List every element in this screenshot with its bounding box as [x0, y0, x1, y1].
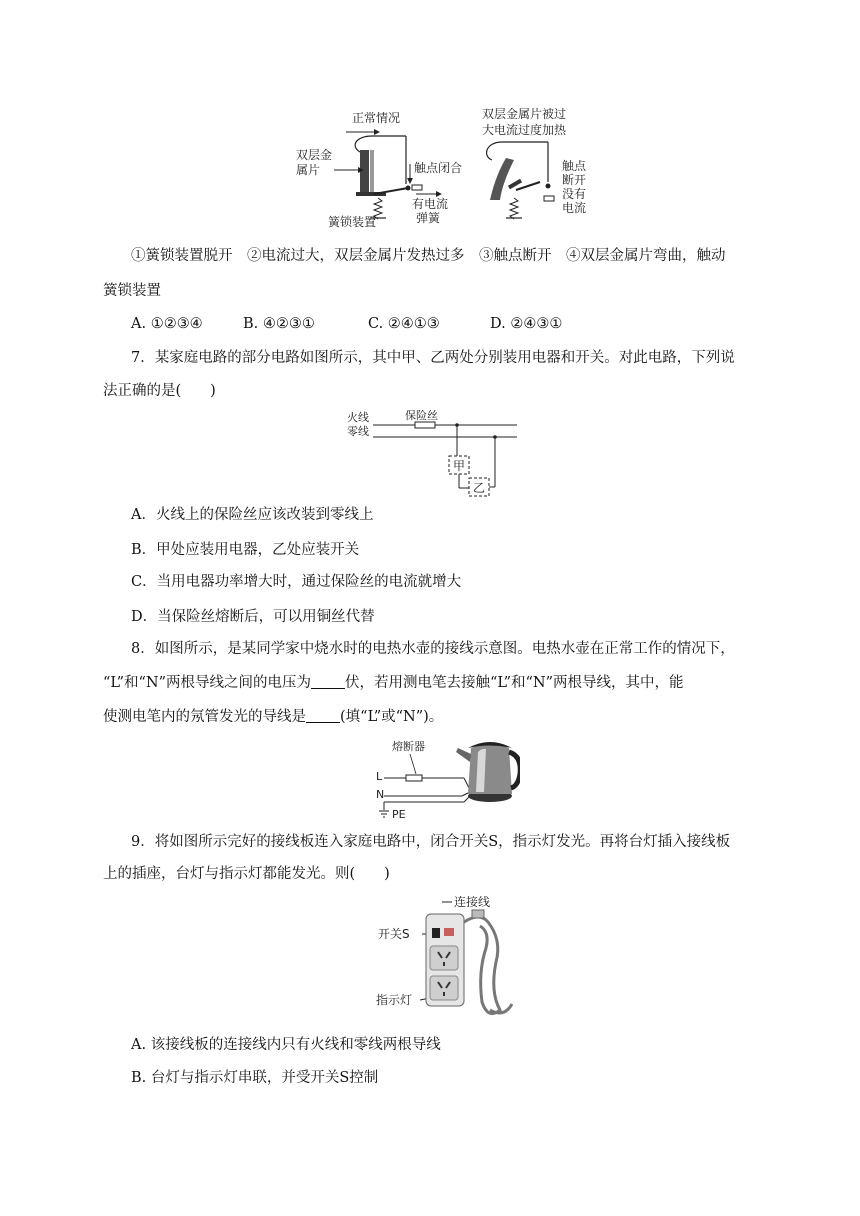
q8-stem-line2	[103, 673, 684, 693]
q7-option-c[interactable]: C．当用电器功率增大时，通过保险丝的电流就增大	[131, 574, 462, 590]
bimetal-label-1: 双层金	[296, 148, 333, 162]
q8-stem-line3	[103, 707, 443, 727]
q8-stem-line3-b: (填“L”或“N”)。	[340, 709, 444, 725]
breaker-figure	[290, 104, 600, 232]
power-strip-figure	[370, 892, 520, 1024]
q9-option-b[interactable]: B. 台灯与指示灯串联，并受开关S控制	[131, 1070, 379, 1086]
q9-option-a[interactable]: A. 该接线板的连接线内只有火线和零线两根导线	[131, 1037, 441, 1053]
cord-label: 连接线	[454, 895, 491, 909]
PE-label: PE	[392, 808, 406, 821]
contact-open-label-1: 触点	[562, 159, 587, 173]
L-label: L	[376, 770, 383, 783]
contact-open-label-2: 断开	[562, 173, 587, 187]
q7-stem-line1: 7．某家庭电路的部分电路如图所示，其中甲、乙两处分别装用电器和开关。对此电路，下列说	[131, 350, 735, 366]
q8-stem-line1: 8．如图所示，是某同学家中烧水时的电热水壶的接线示意图。电热水壶在正常工作的情况下，	[131, 641, 735, 657]
fuse-breaker-label: 熔断器	[392, 740, 425, 753]
power-strip-icon	[426, 910, 512, 1014]
switch-label: 开关S	[378, 927, 410, 941]
home-circuit-figure	[345, 410, 520, 500]
q9-stem-line2: 上的插座，台灯与指示灯都能发光。则( )	[103, 866, 390, 882]
normal-label: 正常情况	[352, 111, 401, 125]
yi-label: 乙	[473, 481, 486, 495]
spring-label: 弹簧	[416, 211, 441, 225]
current-on-label: 有电流	[412, 197, 449, 211]
q7-stem-line2: 法正确的是( )	[103, 383, 216, 399]
q8-voltage-blank[interactable]	[311, 674, 345, 689]
q7-option-b[interactable]: B．甲处应装用电器，乙处应装开关	[131, 542, 360, 558]
jia-label: 甲	[453, 459, 466, 473]
kettle-wiring-figure	[370, 734, 520, 824]
neutral-wire-label: 零线	[347, 425, 369, 438]
heated-label-1: 双层金属片被过	[482, 107, 567, 121]
fuse-label: 保险丝	[405, 410, 438, 422]
q6-statements-line1: ①簧锁装置脱开 ②电流过大，双层金属片发热过多 ③触点断开 ④双层金属片弯曲，触动	[131, 248, 726, 264]
indicator-label: 指示灯	[376, 993, 413, 1007]
q7-option-a[interactable]: A．火线上的保险丝应该改装到零线上	[131, 507, 374, 523]
q6-option-a[interactable]: A. ①②③④	[131, 316, 203, 332]
q8-stem-line3-a: 使测电笔内的氖管发光的导线是	[103, 709, 306, 725]
q6-option-c[interactable]: C. ②④①③	[368, 316, 440, 332]
no-current-label-1: 没有	[562, 187, 587, 201]
live-wire-label: 火线	[347, 411, 369, 424]
bimetal-label-2: 属片	[296, 163, 321, 177]
q6-statements-line2: 簧锁装置	[103, 283, 161, 299]
N-label: N	[376, 788, 385, 801]
q9-stem-line1: 9．将如图所示完好的接线板连入家庭电路中，闭合开关S，指示灯发光。再将台灯插入接线板	[131, 834, 731, 850]
q8-stem-line2-b: 伏，若用测电笔去接触“L”和“N”两根导线，其中，能	[345, 675, 684, 691]
latch-label: 簧锁装置	[328, 215, 377, 229]
heated-label-2: 大电流过度加热	[482, 123, 567, 137]
q6-option-b[interactable]: B. ④②③①	[243, 316, 315, 332]
kettle-icon	[456, 742, 520, 802]
contact-closed-label: 触点闭合	[414, 161, 463, 175]
q8-wire-blank[interactable]	[306, 708, 340, 723]
q8-stem-line2-a: “L”和“N”两根导线之间的电压为	[103, 675, 311, 691]
q7-option-d[interactable]: D．当保险丝熔断后，可以用铜丝代替	[131, 609, 375, 625]
no-current-label-2: 电流	[562, 201, 587, 215]
q6-option-d[interactable]: D. ②④③①	[490, 316, 563, 332]
